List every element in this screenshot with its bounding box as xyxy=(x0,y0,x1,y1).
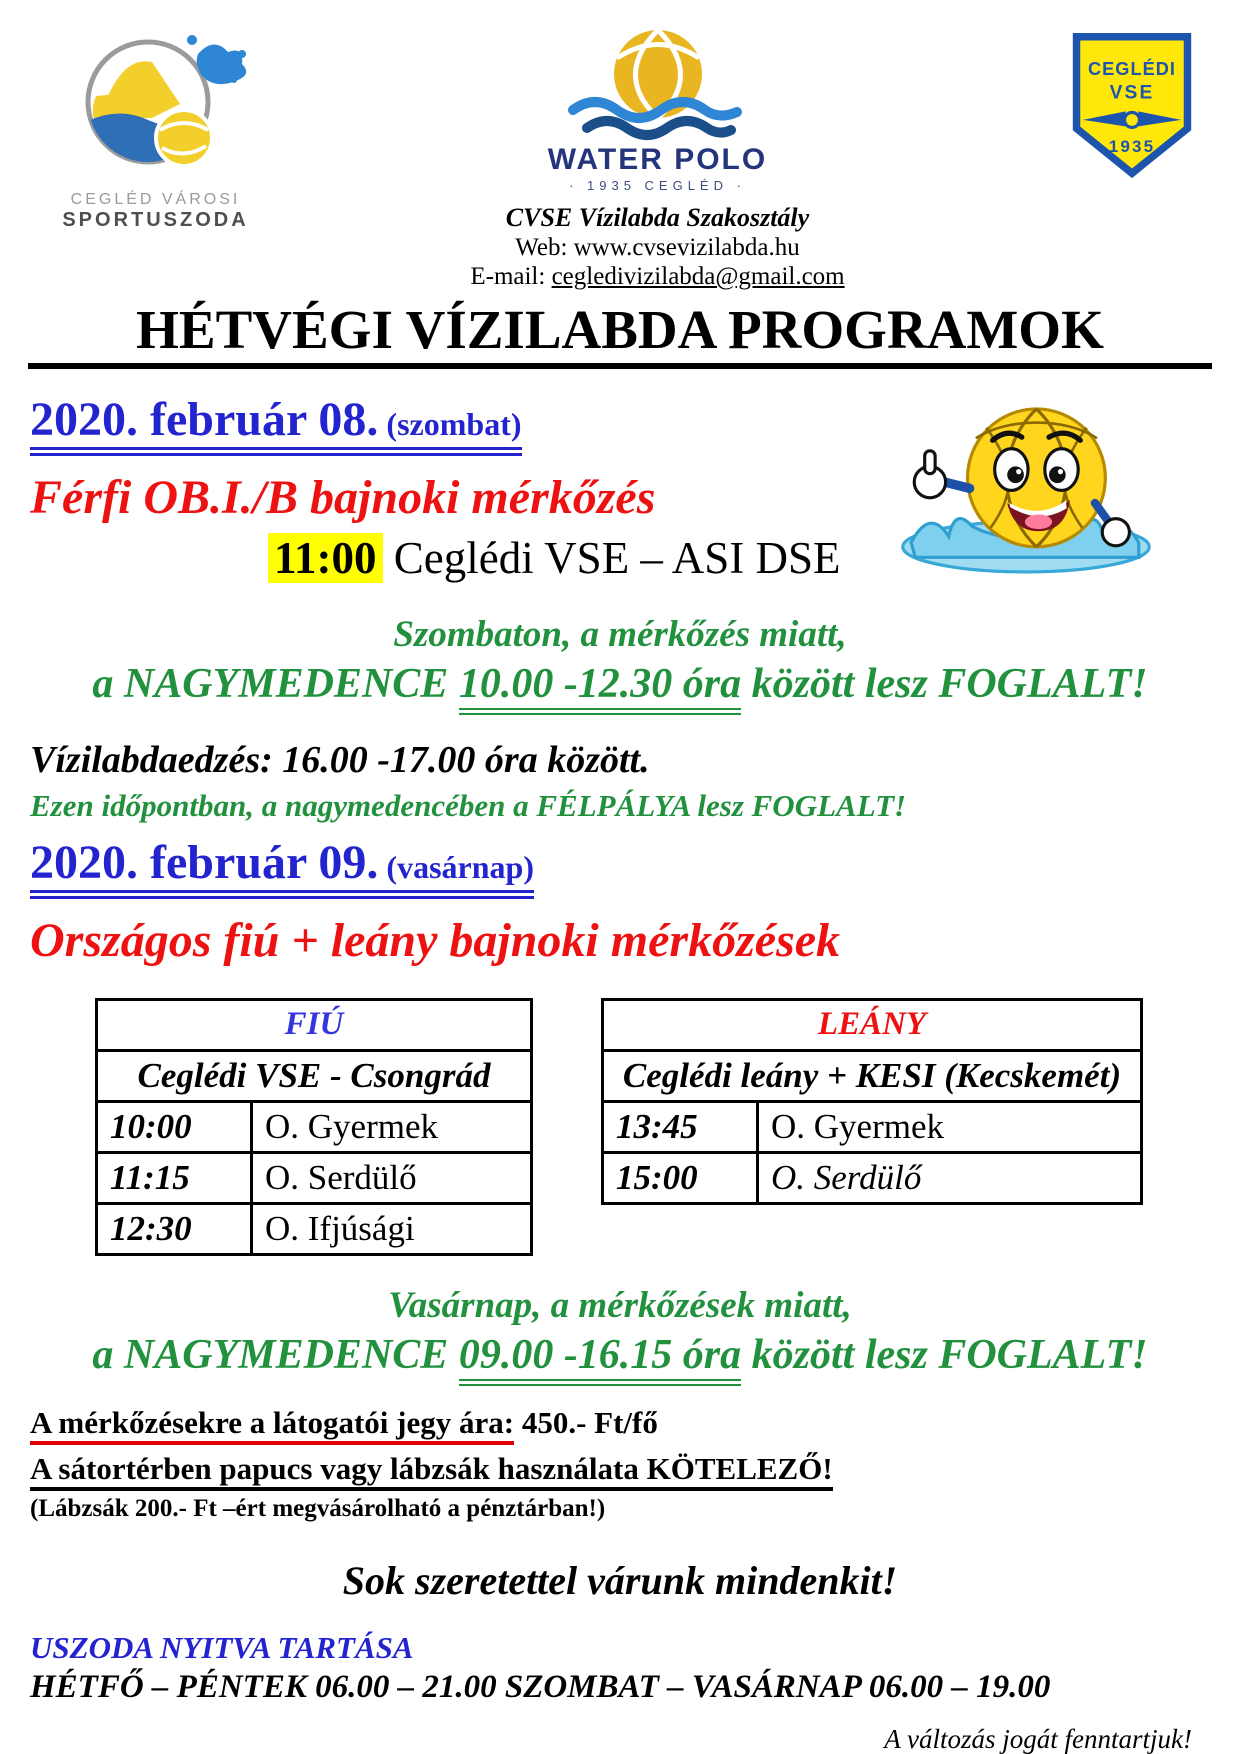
waterpolo-ball-mascot xyxy=(890,386,1162,574)
pool-note-line1: Szombaton, a mérkőzés miatt, xyxy=(393,613,847,655)
footer-disclaimer: A változás jogát fenntartjuk! xyxy=(884,1723,1192,1754)
pool-note-post: között lesz FOGLALT! xyxy=(741,1331,1148,1378)
slippers-line xyxy=(30,1451,1240,1487)
web-line xyxy=(263,234,1052,262)
table-cell-time: 13:45 xyxy=(603,1101,758,1152)
table-row xyxy=(97,1101,532,1152)
table-cell-category: O. Ifjúsági xyxy=(252,1203,532,1254)
pool-note-line1: Vasárnap, a mérkőzések miatt, xyxy=(388,1284,852,1326)
vse-shield-logo xyxy=(1052,26,1212,185)
closing-line: Sok szeretettel várunk mindenkit! xyxy=(342,1557,898,1603)
girls-table-subtitle: Ceglédi leány + KESI (Kecskemét) xyxy=(603,1050,1142,1101)
email-line xyxy=(263,263,1052,291)
shield-text-year: 1935 xyxy=(1108,136,1156,156)
saturday-date-heading xyxy=(30,392,522,456)
waterpolo-logo-tagline: · 1935 CEGLÉD · xyxy=(569,178,746,193)
table-row xyxy=(603,1152,1142,1203)
waterpolo-ball-icon xyxy=(543,26,773,144)
shield-text-mid: VSE xyxy=(1109,82,1155,104)
pool-note-pre: a NAGYMEDENCE xyxy=(92,1331,459,1378)
saturday-date: 2020. február 08. xyxy=(30,392,379,446)
vse-shield-icon xyxy=(1068,30,1196,180)
ticket-price-line xyxy=(30,1405,1240,1441)
table-cell-time: 15:00 xyxy=(603,1152,758,1203)
opening-hours-title: USZODA NYITVA TARTÁSA xyxy=(30,1629,414,1665)
pool-note-pre: a NAGYMEDENCE xyxy=(92,660,459,707)
sportuszoda-name-line2: SPORTUSZODA xyxy=(62,209,249,231)
training-line: Vízilabdaedzés: 16.00 -17.00 óra között. xyxy=(30,738,650,781)
email-label: E-mail: xyxy=(470,263,552,290)
email-link[interactable]: cegledivizilabda@gmail.com xyxy=(551,263,845,290)
sunday-day: (vasárnap) xyxy=(378,848,534,885)
table-cell-time: 12:30 xyxy=(97,1203,252,1254)
opening-hours xyxy=(30,1630,1240,1706)
table-row xyxy=(97,1152,532,1203)
waterpolo-logo-name: WATER POLO xyxy=(547,143,768,176)
ticket-label: A mérkőzésekre a látogatói jegy ára: xyxy=(30,1405,514,1445)
sportuszoda-logo xyxy=(48,26,263,232)
header xyxy=(0,0,1240,291)
page-title: HÉTVÉGI VÍZILABDA PROGRAMOK xyxy=(28,301,1212,369)
pool-note-time: 09.00 -16.15 óra xyxy=(459,1332,741,1386)
footbag-note: (Lábzsák 200.- Ft –ért megvásárolható a pénztárban!) xyxy=(30,1494,606,1522)
web-label: Web: xyxy=(515,234,574,261)
training-note: Ezen időpontban, a nagymedencében a FÉLPÁLYA lesz FOGLALT! xyxy=(30,787,907,823)
sunday-date-heading xyxy=(30,835,534,899)
sportuszoda-name-line1: CEGLÉD VÁROSI xyxy=(70,191,241,208)
table-cell-time: 11:15 xyxy=(97,1152,252,1203)
saturday-match-heading: Férfi OB.I./B bajnoki mérkőzés xyxy=(30,471,656,525)
pool-note-line2 xyxy=(0,1331,1240,1379)
saturday-day: (szombat) xyxy=(378,405,522,442)
saturday-pool-note xyxy=(0,613,1240,708)
girls-schedule-table xyxy=(601,998,1143,1205)
sunday-pool-note xyxy=(0,1284,1240,1379)
ticket-price: 450.- Ft/fő xyxy=(514,1404,658,1440)
org-name: CVSE Vízilabda Szakosztály xyxy=(505,203,810,232)
swimmer-pool-icon xyxy=(56,26,256,184)
sunday-date: 2020. február 09. xyxy=(30,835,379,889)
match-teams: Ceglédi VSE – ASI DSE xyxy=(382,532,841,583)
schedule-tables xyxy=(95,998,1240,1256)
table-cell-category: O. Serdülő xyxy=(252,1152,532,1203)
table-cell-category: O. Gyermek xyxy=(758,1101,1142,1152)
boys-table-subtitle: Ceglédi VSE - Csongrád xyxy=(97,1050,532,1101)
match-time-highlight: 11:00 xyxy=(268,533,383,583)
pool-note-post: között lesz FOGLALT! xyxy=(741,660,1148,707)
opening-hours-value: HÉTFŐ – PÉNTEK 06.00 – 21.00 SZOMBAT – VASÁRNAP 06.00 – 19.00 xyxy=(30,1668,1051,1705)
web-url: www.cvsevizilabda.hu xyxy=(573,234,800,261)
boys-table-title: FIÚ xyxy=(97,999,532,1050)
shield-text-top: CEGLÉDI xyxy=(1087,59,1177,80)
pool-note-line2 xyxy=(0,660,1240,708)
header-center xyxy=(263,26,1052,291)
table-cell-category: O. Serdülő xyxy=(758,1152,1142,1203)
sunday-match-heading: Országos fiú + leány bajnoki mérkőzések xyxy=(30,914,841,968)
slippers-text: A sátortérben papucs vagy lábzsák használata KÖTELEZŐ! xyxy=(30,1451,833,1491)
table-row xyxy=(603,1101,1142,1152)
pool-note-time: 10.00 -12.30 óra xyxy=(459,661,741,715)
girls-table-title: LEÁNY xyxy=(603,999,1142,1050)
boys-schedule-table xyxy=(95,998,533,1256)
table-cell-category: O. Gyermek xyxy=(252,1101,532,1152)
table-cell-time: 10:00 xyxy=(97,1101,252,1152)
table-row xyxy=(97,1203,532,1254)
sunday-section xyxy=(0,824,1240,1379)
info-section xyxy=(30,1405,1240,1523)
